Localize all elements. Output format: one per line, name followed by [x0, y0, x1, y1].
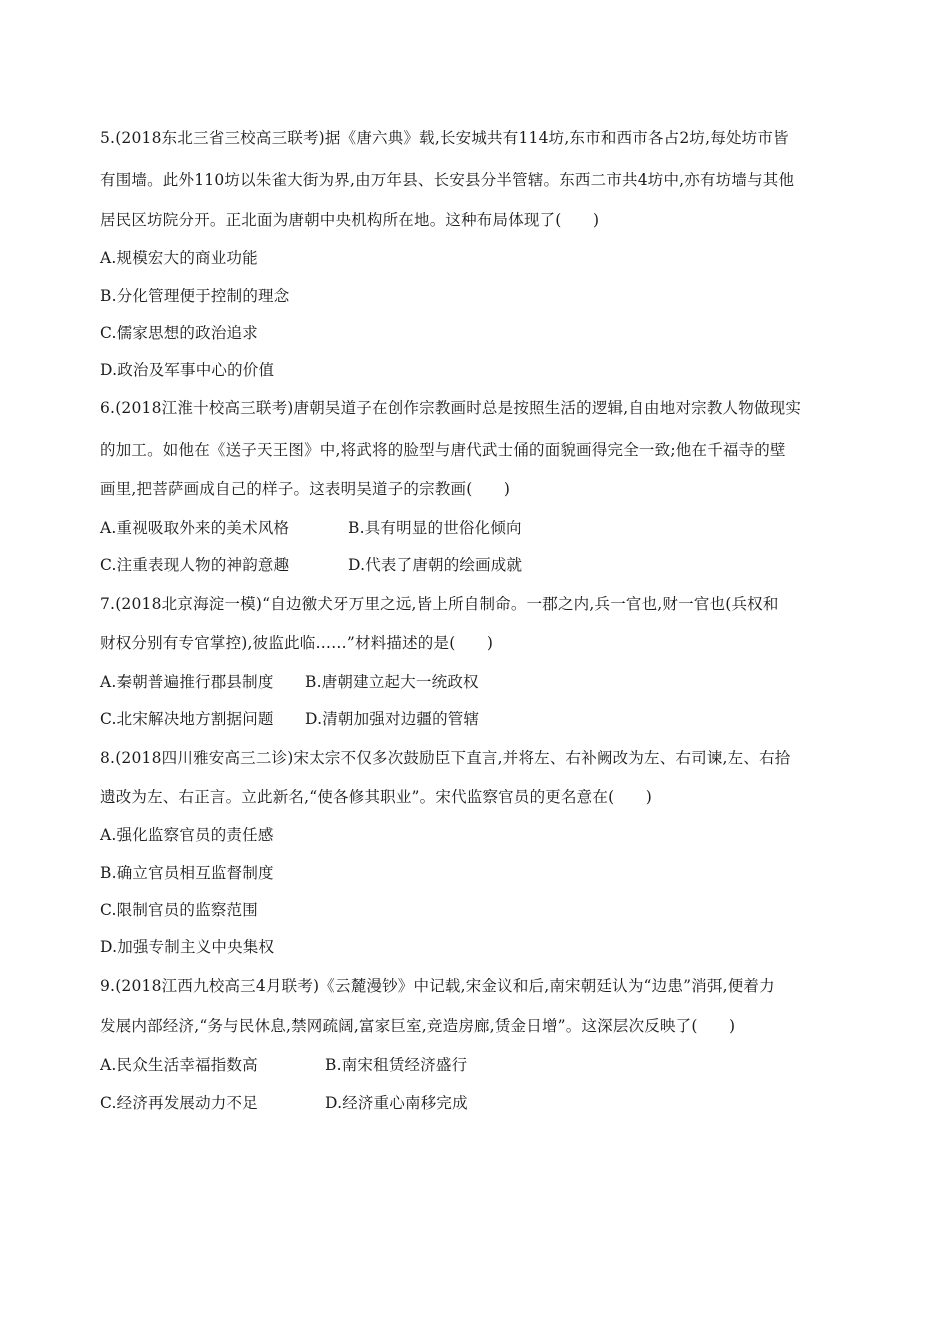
question-7-stem-line-2: 财权分别有专官掌控),彼监此临……”材料描述的是( ): [100, 634, 494, 652]
question-5-option-c: C.儒家思想的政治追求: [100, 324, 258, 342]
question-6-option-a: A.重视吸取外来的美术风格: [100, 519, 290, 537]
question-9-option-b: B.南宋租赁经济盛行: [325, 1056, 468, 1074]
question-5-option-a: A.规模宏大的商业功能: [100, 249, 258, 267]
question-6-option-d: D.代表了唐朝的绘画成就: [348, 556, 523, 574]
question-9-option-c: C.经济再发展动力不足: [100, 1094, 258, 1112]
question-8-option-d: D.加强专制主义中央集权: [100, 938, 275, 956]
question-8-option-b: B.确立官员相互监督制度: [100, 864, 274, 882]
question-5-stem-line-3: 居民区坊院分开。正北面为唐朝中央机构所在地。这种布局体现了( ): [100, 211, 600, 229]
question-9-stem-line-1: 9.(2018江西九校高三4月联考)《云麓漫钞》中记载,宋金议和后,南宋朝廷认为“边患”消弭,便着力: [100, 977, 775, 995]
question-6-stem-line-2: 的加工。如他在《送子天王图》中,将武将的脸型与唐代武士俑的面貌画得完全一致;他在千福寺的壁: [100, 441, 786, 459]
question-5-stem-line-2: 有围墙。此外110坊以朱雀大街为界,由万年县、长安县分半管辖。东西二市共4坊中,亦有坊墙与其他: [100, 171, 795, 189]
question-9-stem-line-2: 发展内部经济,“务与民休息,禁网疏阔,富家巨室,竞造房廊,赁金日增”。这深层次反映了( ): [100, 1017, 736, 1035]
question-9-option-d: D.经济重心南移完成: [325, 1094, 468, 1112]
question-7-stem-line-1: 7.(2018北京海淀一模)“自边徼犬牙万里之远,皆上所自制命。一郡之内,兵一官也,财一官也(兵权和: [100, 595, 779, 613]
question-8-stem-line-2: 遗改为左、右正言。立此新名,“使各修其职业”。宋代监察官员的更名意在( ): [100, 788, 652, 806]
question-6-option-b: B.具有明显的世俗化倾向: [348, 519, 522, 537]
question-8-option-c: C.限制官员的监察范围: [100, 901, 258, 919]
question-5-option-d: D.政治及军事中心的价值: [100, 361, 275, 379]
question-5-stem-line-1: 5.(2018东北三省三校高三联考)据《唐六典》载,长安城共有114坊,东市和西市各占2坊,每处坊市皆: [100, 129, 789, 147]
question-6-option-c: C.注重表现人物的神韵意趣: [100, 556, 290, 574]
question-6-stem-line-1: 6.(2018江淮十校高三联考)唐朝吴道子在创作宗教画时总是按照生活的逻辑,自由地对宗教人物做现实: [100, 399, 802, 417]
question-7-option-a: A.秦朝普遍推行郡县制度: [100, 673, 274, 691]
question-8-option-a: A.强化监察官员的责任感: [100, 826, 274, 844]
question-8-stem-line-1: 8.(2018四川雅安高三二诊)宋太宗不仅多次鼓励臣下直言,并将左、右补阙改为左、右司谏,左、右拾: [100, 749, 791, 767]
question-7-option-c: C.北宋解决地方割据问题: [100, 710, 274, 728]
question-5-option-b: B.分化管理便于控制的理念: [100, 287, 290, 305]
question-9-option-a: A.民众生活幸福指数高: [100, 1056, 258, 1074]
question-7-option-d: D.清朝加强对边疆的管辖: [305, 710, 480, 728]
question-6-stem-line-3: 画里,把菩萨画成自己的样子。这表明吴道子的宗教画( ): [100, 480, 511, 498]
question-7-option-b: B.唐朝建立起大一统政权: [305, 673, 479, 691]
